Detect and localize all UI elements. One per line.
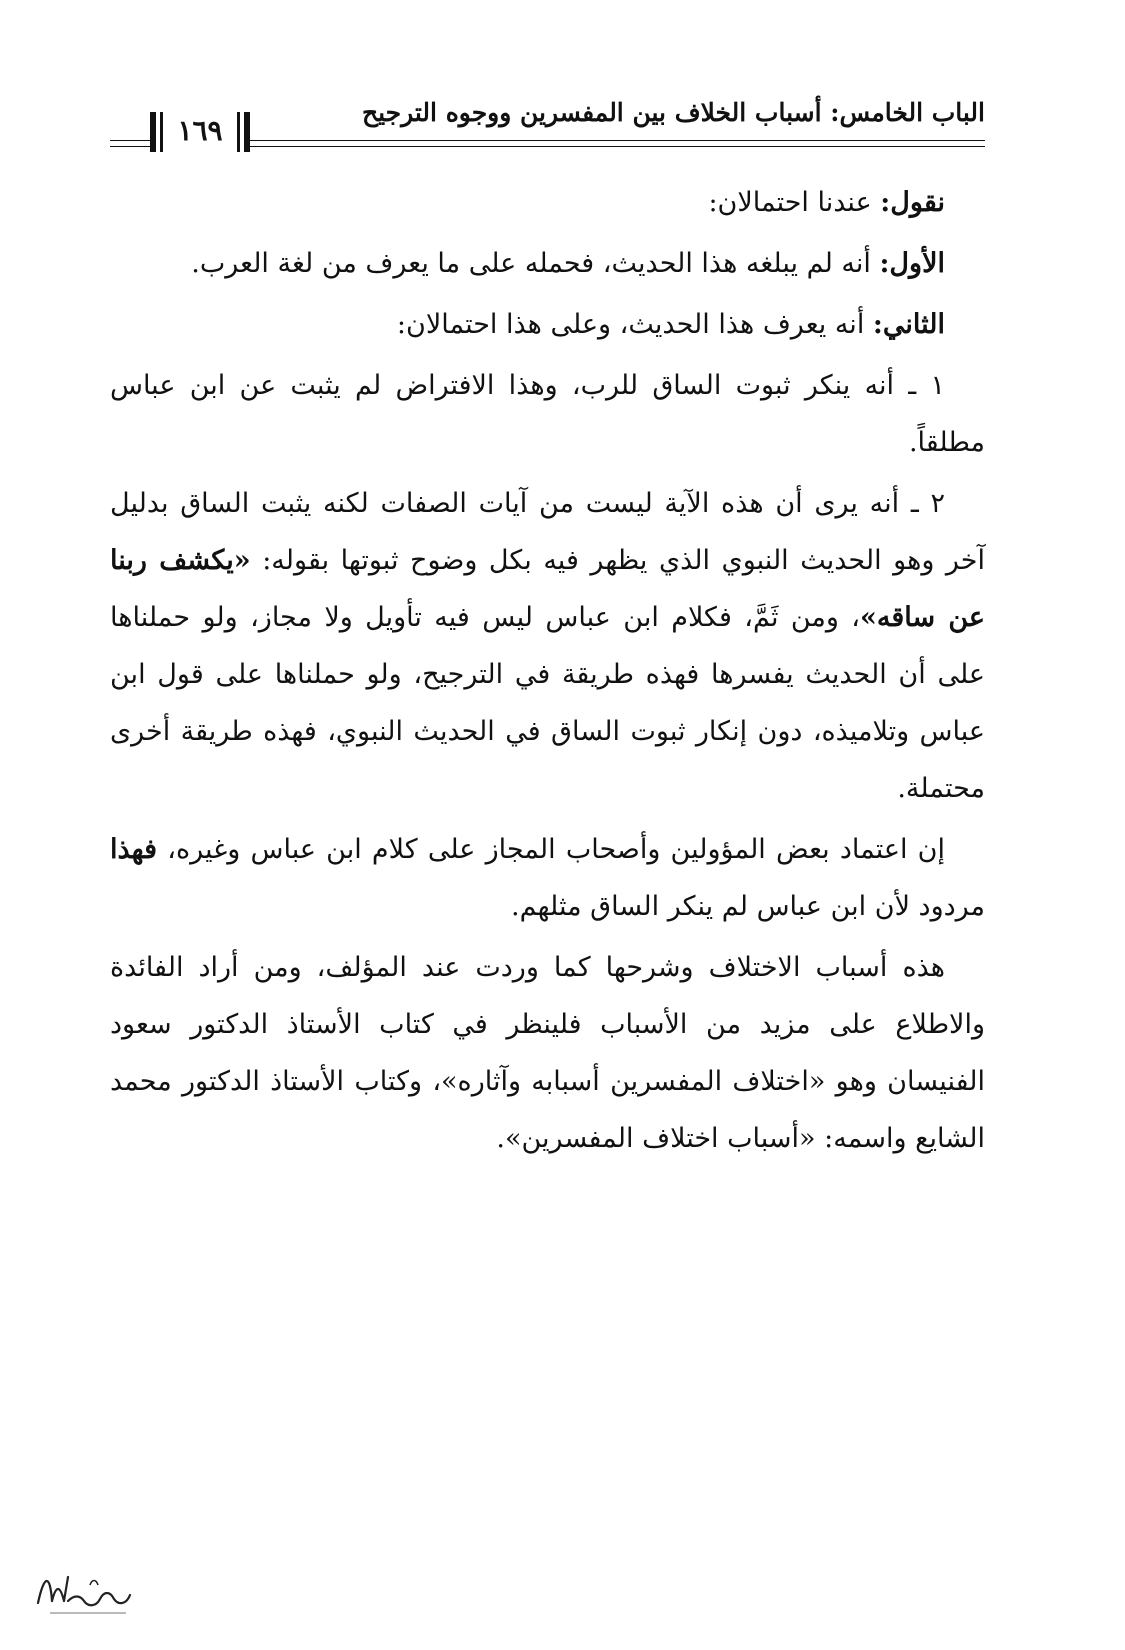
paragraph-5-part-1: ٢ ـ أنه يرى أن هذه الآية ليست من آيات الصفات لكنه يثبت الساق بدليل آخر وهو الحديث النبوي الذي يظهر فيه بكل وضوح ثبوتها بقوله: — [110, 488, 985, 576]
paragraph-6-bold: فهذا — [110, 834, 158, 865]
body-text — [110, 174, 985, 1171]
paragraph-3-text: أنه يعرف هذا الحديث، وعلى هذا احتمالان: — [396, 309, 873, 340]
publisher-logo — [30, 1555, 140, 1625]
page-number: ١٦٩ — [177, 114, 223, 147]
paragraph-6 — [110, 821, 985, 935]
hadith-quote: «يكشف ربنا عن ساقه» — [110, 545, 986, 633]
paragraph-4: ١ ـ أنه ينكر ثبوت الساق للرب، وهذا الافتراض لم يثبت عن ابن عباس مطلقاً. — [110, 370, 985, 458]
paragraph-1 — [110, 174, 985, 231]
running-head: الباب الخامس: أسباب الخلاف بين المفسرين ووجوه الترجيح — [361, 98, 985, 127]
paragraph-2-text: أنه لم يبلغه هذا الحديث، فحمله على ما يعرف من لغة العرب. — [191, 248, 880, 279]
paragraph-2 — [110, 235, 985, 292]
page-header — [110, 98, 985, 158]
paragraph-5-part-2: ، ومن ثَمَّ، فكلام ابن عباس ليس فيه تأويل ولا مجاز، ولو حملناها على أن الحديث يفسرها فهذه طريقة في الترجيح، ولو حملناها على قول ابن عباس وتلاميذه، دون إنكار ثبوت الساق في الحديث النبوي، فهذه طريقة أخرى محتملة. — [110, 602, 985, 804]
paragraph-7: هذه أسباب الاختلاف وشرحها كما وردت عند المؤلف، ومن أراد الفائدة والاطلاع على مزيد من الأسباب فلينظر في كتاب الأستاذ الدكتور سعود الفنيسان وهو «اختلاف المفسرين أسبابه وآثاره»، وكتاب الأستاذ الدكتور محمد الشايع واسمه: «أسباب اختلاف المفسرين». — [110, 952, 985, 1154]
page-number-frame — [150, 112, 250, 152]
paragraph-3-label: الثاني: — [872, 309, 945, 340]
paragraph-1-label: نقول: — [880, 187, 945, 218]
paragraph-6-part-1: إن اعتماد بعض المؤولين وأصحاب المجاز على كلام ابن عباس وغيره، — [157, 834, 945, 865]
paragraph-3 — [110, 296, 985, 353]
paragraph-5 — [110, 475, 985, 817]
publisher-logo-mark — [30, 1555, 140, 1625]
paragraph-1-text: عندنا احتمالان: — [708, 187, 881, 218]
paragraph-6-part-2: مردود لأن ابن عباس لم ينكر الساق مثلهم. — [511, 891, 985, 922]
paragraph-2-label: الأول: — [879, 248, 945, 279]
